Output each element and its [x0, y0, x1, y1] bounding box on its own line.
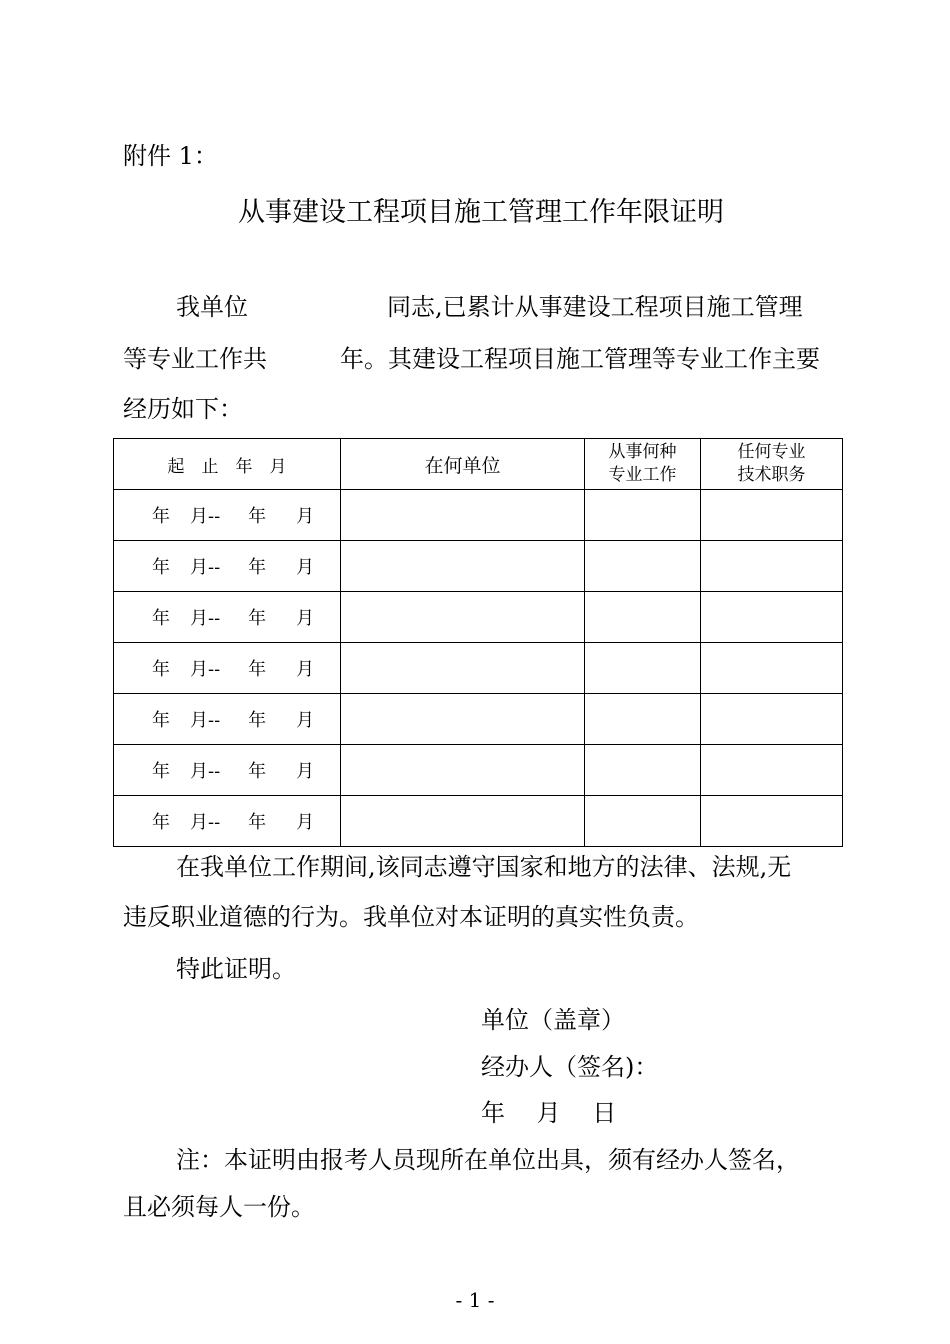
end-month-label: 月: [296, 710, 315, 731]
tech-title-cell[interactable]: [701, 694, 843, 745]
start-month-label: 月--: [190, 761, 221, 782]
table-row: [114, 643, 843, 694]
start-month-label: 月--: [190, 812, 221, 833]
start-year-label: 年: [152, 557, 170, 578]
work-type-cell[interactable]: [585, 592, 701, 643]
start-year-label: 年: [152, 659, 170, 680]
intro-line3: 经历如下：: [123, 395, 243, 423]
period-cell: [114, 745, 341, 796]
tech-title-cell[interactable]: [701, 592, 843, 643]
intro-line1-prefix: 我单位: [176, 293, 248, 321]
tech-title-cell[interactable]: [701, 541, 843, 592]
end-month-label: 月: [296, 557, 315, 578]
unit-cell[interactable]: [341, 796, 585, 847]
period-fields: [114, 502, 340, 528]
header-work-type: [585, 439, 701, 490]
header-period: 起 止 年 月: [114, 439, 341, 490]
period-cell: [114, 694, 341, 745]
note-line2: 且必须每人一份。: [123, 1193, 315, 1221]
work-history-table: [113, 438, 843, 847]
unit-cell[interactable]: [341, 643, 585, 694]
page-number: - 1 -: [455, 1288, 495, 1312]
tech-title-cell[interactable]: [701, 490, 843, 541]
end-month-label: 月: [296, 659, 315, 680]
start-year-label: 年: [152, 608, 170, 629]
header-unit: 在何单位: [341, 439, 585, 490]
start-month-label: 月--: [190, 710, 221, 731]
unit-cell[interactable]: [341, 745, 585, 796]
conduct-line1: 在我单位工作期间,该同志遵守国家和地方的法律、法规,无: [176, 853, 792, 881]
intro-line1-suffix: 同志,已累计从事建设工程项目施工管理: [387, 293, 803, 321]
table-header-row: [114, 439, 843, 490]
start-month-label: 月--: [190, 659, 221, 680]
table-row: [114, 490, 843, 541]
start-year-label: 年: [152, 812, 170, 833]
unit-cell[interactable]: [341, 490, 585, 541]
end-year-label: 年: [248, 557, 267, 578]
end-month-label: 月: [296, 761, 315, 782]
table-row: [114, 541, 843, 592]
attachment-label: 附件 1：: [123, 142, 218, 170]
period-fields: [114, 757, 340, 783]
start-year-label: 年: [152, 506, 170, 527]
end-year-label: 年: [248, 812, 267, 833]
note-line1: 注：本证明由报考人员现所在单位出具，须有经办人签名，: [176, 1146, 800, 1174]
period-fields: [114, 604, 340, 630]
certify-text: 特此证明。: [176, 955, 296, 983]
period-fields: [114, 553, 340, 579]
period-fields: [114, 808, 340, 834]
table-row: [114, 745, 843, 796]
tech-title-cell[interactable]: [701, 796, 843, 847]
period-cell: [114, 592, 341, 643]
header-work-type-line1: 从事何种: [608, 442, 677, 462]
period-cell: [114, 796, 341, 847]
document-title: 从事建设工程项目施工管理工作年限证明: [238, 197, 724, 228]
signature-date: 年 月 日: [481, 1099, 617, 1127]
end-year-label: 年: [248, 506, 267, 527]
period-cell: [114, 643, 341, 694]
header-tech-title-line1: 任何专业: [737, 442, 806, 462]
unit-seal-label: 单位（盖章）: [481, 1006, 625, 1034]
header-tech-title: [701, 439, 843, 490]
end-month-label: 月: [296, 812, 315, 833]
work-type-cell[interactable]: [585, 541, 701, 592]
start-month-label: 月--: [190, 557, 221, 578]
end-year-label: 年: [248, 710, 267, 731]
end-year-label: 年: [248, 761, 267, 782]
end-month-label: 月: [296, 608, 315, 629]
unit-cell[interactable]: [341, 592, 585, 643]
end-year-label: 年: [248, 659, 267, 680]
period-cell: [114, 490, 341, 541]
work-type-cell[interactable]: [585, 745, 701, 796]
start-month-label: 月--: [190, 608, 221, 629]
handler-signature-label: 经办人（签名)：: [481, 1053, 659, 1081]
end-month-label: 月: [296, 506, 315, 527]
work-type-cell[interactable]: [585, 796, 701, 847]
unit-cell[interactable]: [341, 694, 585, 745]
conduct-line2: 违反职业道德的行为。我单位对本证明的真实性负责。: [123, 903, 699, 931]
work-type-cell[interactable]: [585, 643, 701, 694]
end-year-label: 年: [248, 608, 267, 629]
tech-title-cell[interactable]: [701, 745, 843, 796]
table-row: [114, 694, 843, 745]
intro-line2-prefix: 等专业工作共: [123, 345, 267, 373]
period-cell: [114, 541, 341, 592]
header-tech-title-line2: 技术职务: [737, 465, 806, 485]
start-year-label: 年: [152, 761, 170, 782]
period-fields: [114, 655, 340, 681]
intro-line2-suffix: 年。其建设工程项目施工管理等专业工作主要: [340, 345, 820, 373]
start-month-label: 月--: [190, 506, 221, 527]
work-type-cell[interactable]: [585, 694, 701, 745]
tech-title-cell[interactable]: [701, 643, 843, 694]
table-row: [114, 592, 843, 643]
work-type-cell[interactable]: [585, 490, 701, 541]
table-row: [114, 796, 843, 847]
header-work-type-line2: 专业工作: [608, 465, 677, 485]
unit-cell[interactable]: [341, 541, 585, 592]
period-fields: [114, 706, 340, 732]
start-year-label: 年: [152, 710, 170, 731]
